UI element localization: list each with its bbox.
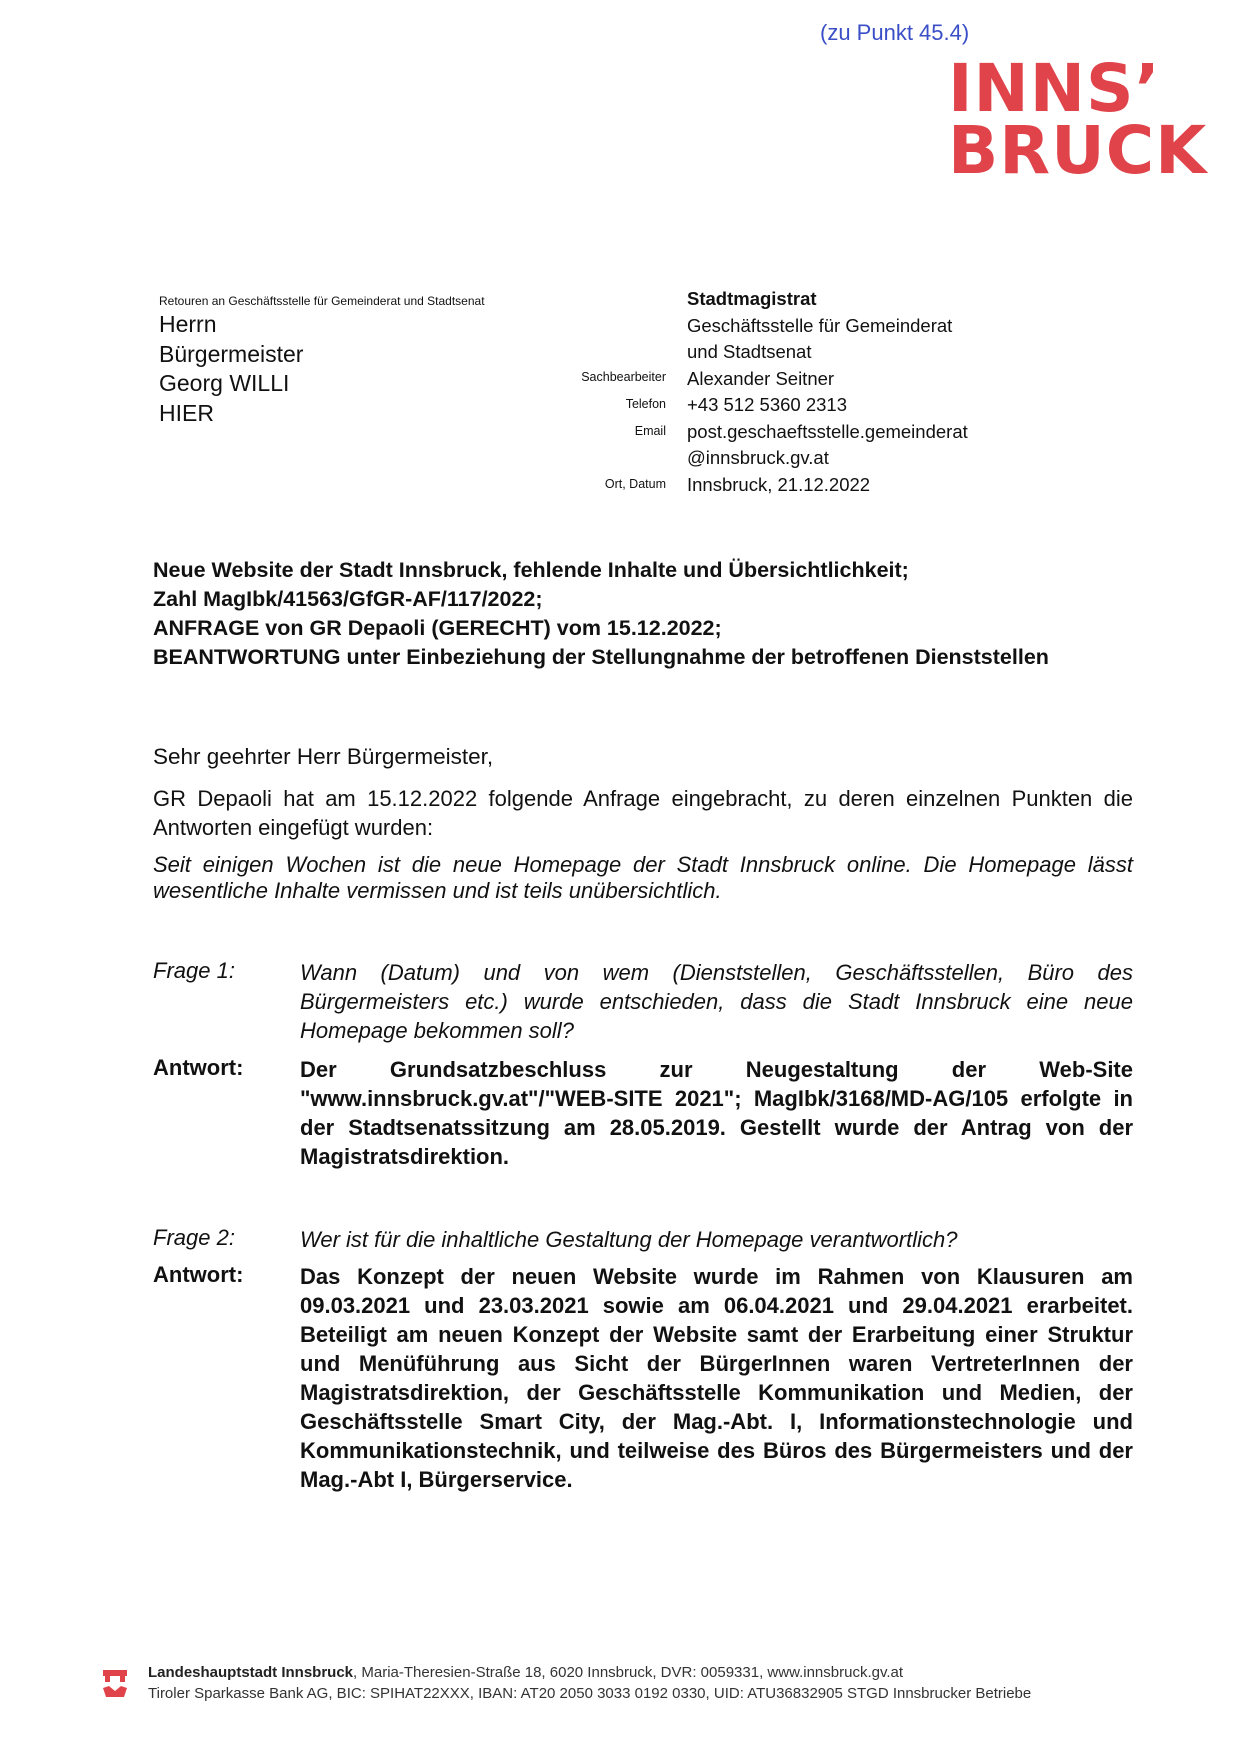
phone-label: Telefon xyxy=(625,397,666,411)
footer-text xyxy=(148,1662,1031,1704)
footer-line-2: Tiroler Sparkasse Bank AG, BIC: SPIHAT22XXX, IBAN: AT20 2050 3033 0192 0330, UID: ATU36832905 STGD Innsbrucker Betriebe xyxy=(148,1685,1032,1702)
sender-date: Innsbruck, 21.12.2022 xyxy=(687,473,871,495)
subject-line-2: Zahl MagIbk/41563/GfGR-AF/117/2022; xyxy=(153,587,543,611)
sender-org: Stadtmagistrat xyxy=(687,288,817,309)
answer-2-label: Antwort: xyxy=(153,1262,244,1287)
subject-line-4: BEANTWORTUNG unter Einbeziehung der Stellungnahme der betroffenen Dienststellen xyxy=(153,645,1049,669)
officer-label: Sachbearbeiter xyxy=(581,370,666,384)
sender-officer: Alexander Seitner xyxy=(687,367,835,389)
question-2-text: Wer ist für die inhaltliche Gestaltung der Homepage verantwortlich? xyxy=(300,1227,958,1252)
question-1-label: Frage 1: xyxy=(153,958,235,983)
agenda-reference: (zu Punkt 45.4) xyxy=(820,20,970,45)
footer-line-1 xyxy=(148,1662,1031,1683)
logo-line-1: INNS’ xyxy=(948,50,1161,127)
sender-phone: +43 512 5360 2313 xyxy=(687,394,847,415)
innsbruck-logo xyxy=(948,50,1208,189)
subject-line-1: Neue Website der Stadt Innsbruck, fehlende Inhalte und Übersichtlichkeit; xyxy=(153,558,909,582)
recipient-line-2: Bürgermeister xyxy=(159,340,304,367)
recipient-address xyxy=(159,310,303,428)
salutation: Sehr geehrter Herr Bürgermeister, xyxy=(153,744,494,769)
return-address: Retouren an Geschäftsstelle für Gemeinderat und Stadtsenat xyxy=(159,294,485,308)
sender-email-line-1: post.geschaeftsstelle.gemeinderat xyxy=(687,420,968,442)
recipient-line-3: Georg WILLI xyxy=(159,370,290,396)
email-label: Email xyxy=(634,424,666,438)
sender-email-line-2: @innsbruck.gv.at xyxy=(687,447,829,468)
subject-line-3: ANFRAGE von GR Depaoli (GERECHT) vom 15.12.2022; xyxy=(153,616,722,640)
answer-2-text: Das Konzept der neuen Website wurde im Rahmen von Klausuren am 09.03.2021 und 23.03.2021 sowie am 06.04.2021 und 29.04.2021 erarbeitet. Beteiligt am neuen Konzept der Website samt der Erarbeitung einer Struktur und Menüführung aus Sicht der BürgerInnen waren VertreterInnen der Magistratsdirektion, der Geschäftsstelle Kommunikation und Medien, der Geschäftsstelle Smart City, der Mag.-Abt. I, Informationstechnologie und Kommunikationstechnik, und teilweise des Büros des Bürgermeisters und der Mag.-Abt I, Bürgerservice. xyxy=(300,1264,1133,1492)
logo-line-2: BRUCK xyxy=(948,112,1208,189)
date-label: Ort, Datum xyxy=(604,477,666,491)
sender-dept-line-1: Geschäftsstelle für Gemeinderat xyxy=(687,314,953,336)
answer-1-label: Antwort: xyxy=(153,1055,244,1080)
footer xyxy=(100,1662,1140,1706)
inquiry-preamble: Seit einigen Wochen ist die neue Homepage der Stadt Innsbruck online. Die Homepage lässt wesentliche Inhalte vermissen und ist teils unübersichtlich. xyxy=(153,852,1133,903)
footer-address: , Maria-Theresien-Straße 18, 6020 Innsbruck, DVR: 0059331, www.innsbruck.gv.at xyxy=(353,1664,904,1681)
intro-paragraph: GR Depaoli hat am 15.12.2022 folgende Anfrage eingebracht, zu deren einzelnen Punkten die Antworten eingefügt wurden: xyxy=(153,786,1133,840)
city-coat-of-arms-icon xyxy=(100,1664,130,1702)
recipient-line-4: HIER xyxy=(159,399,214,426)
recipient-line-1: Herrn xyxy=(159,311,217,337)
footer-org-name: Landeshauptstadt Innsbruck xyxy=(148,1664,354,1681)
question-2-label: Frage 2: xyxy=(153,1225,235,1250)
answer-1-text: Der Grundsatzbeschluss zur Neugestaltung der Web-Site "www.innsbruck.gv.at"/"WEB-SITE 2021"; MagIbk/3168/MD-AG/105 erfolgte in der Stadtsenatssitzung am 28.05.2019. Gestellt wurde der Antrag von der Magistratsdirektion. xyxy=(300,1057,1133,1169)
sender-dept-line-2: und Stadtsenat xyxy=(687,341,812,362)
sender-block xyxy=(687,286,968,498)
question-1-text: Wann (Datum) und von wem (Dienststellen, Geschäftsstellen, Büro des Bürgermeisters etc.) wurde entschieden, dass die Stadt Innsbruck eine neue Homepage bekommen soll? xyxy=(300,960,1133,1043)
subject-block xyxy=(153,556,1049,672)
